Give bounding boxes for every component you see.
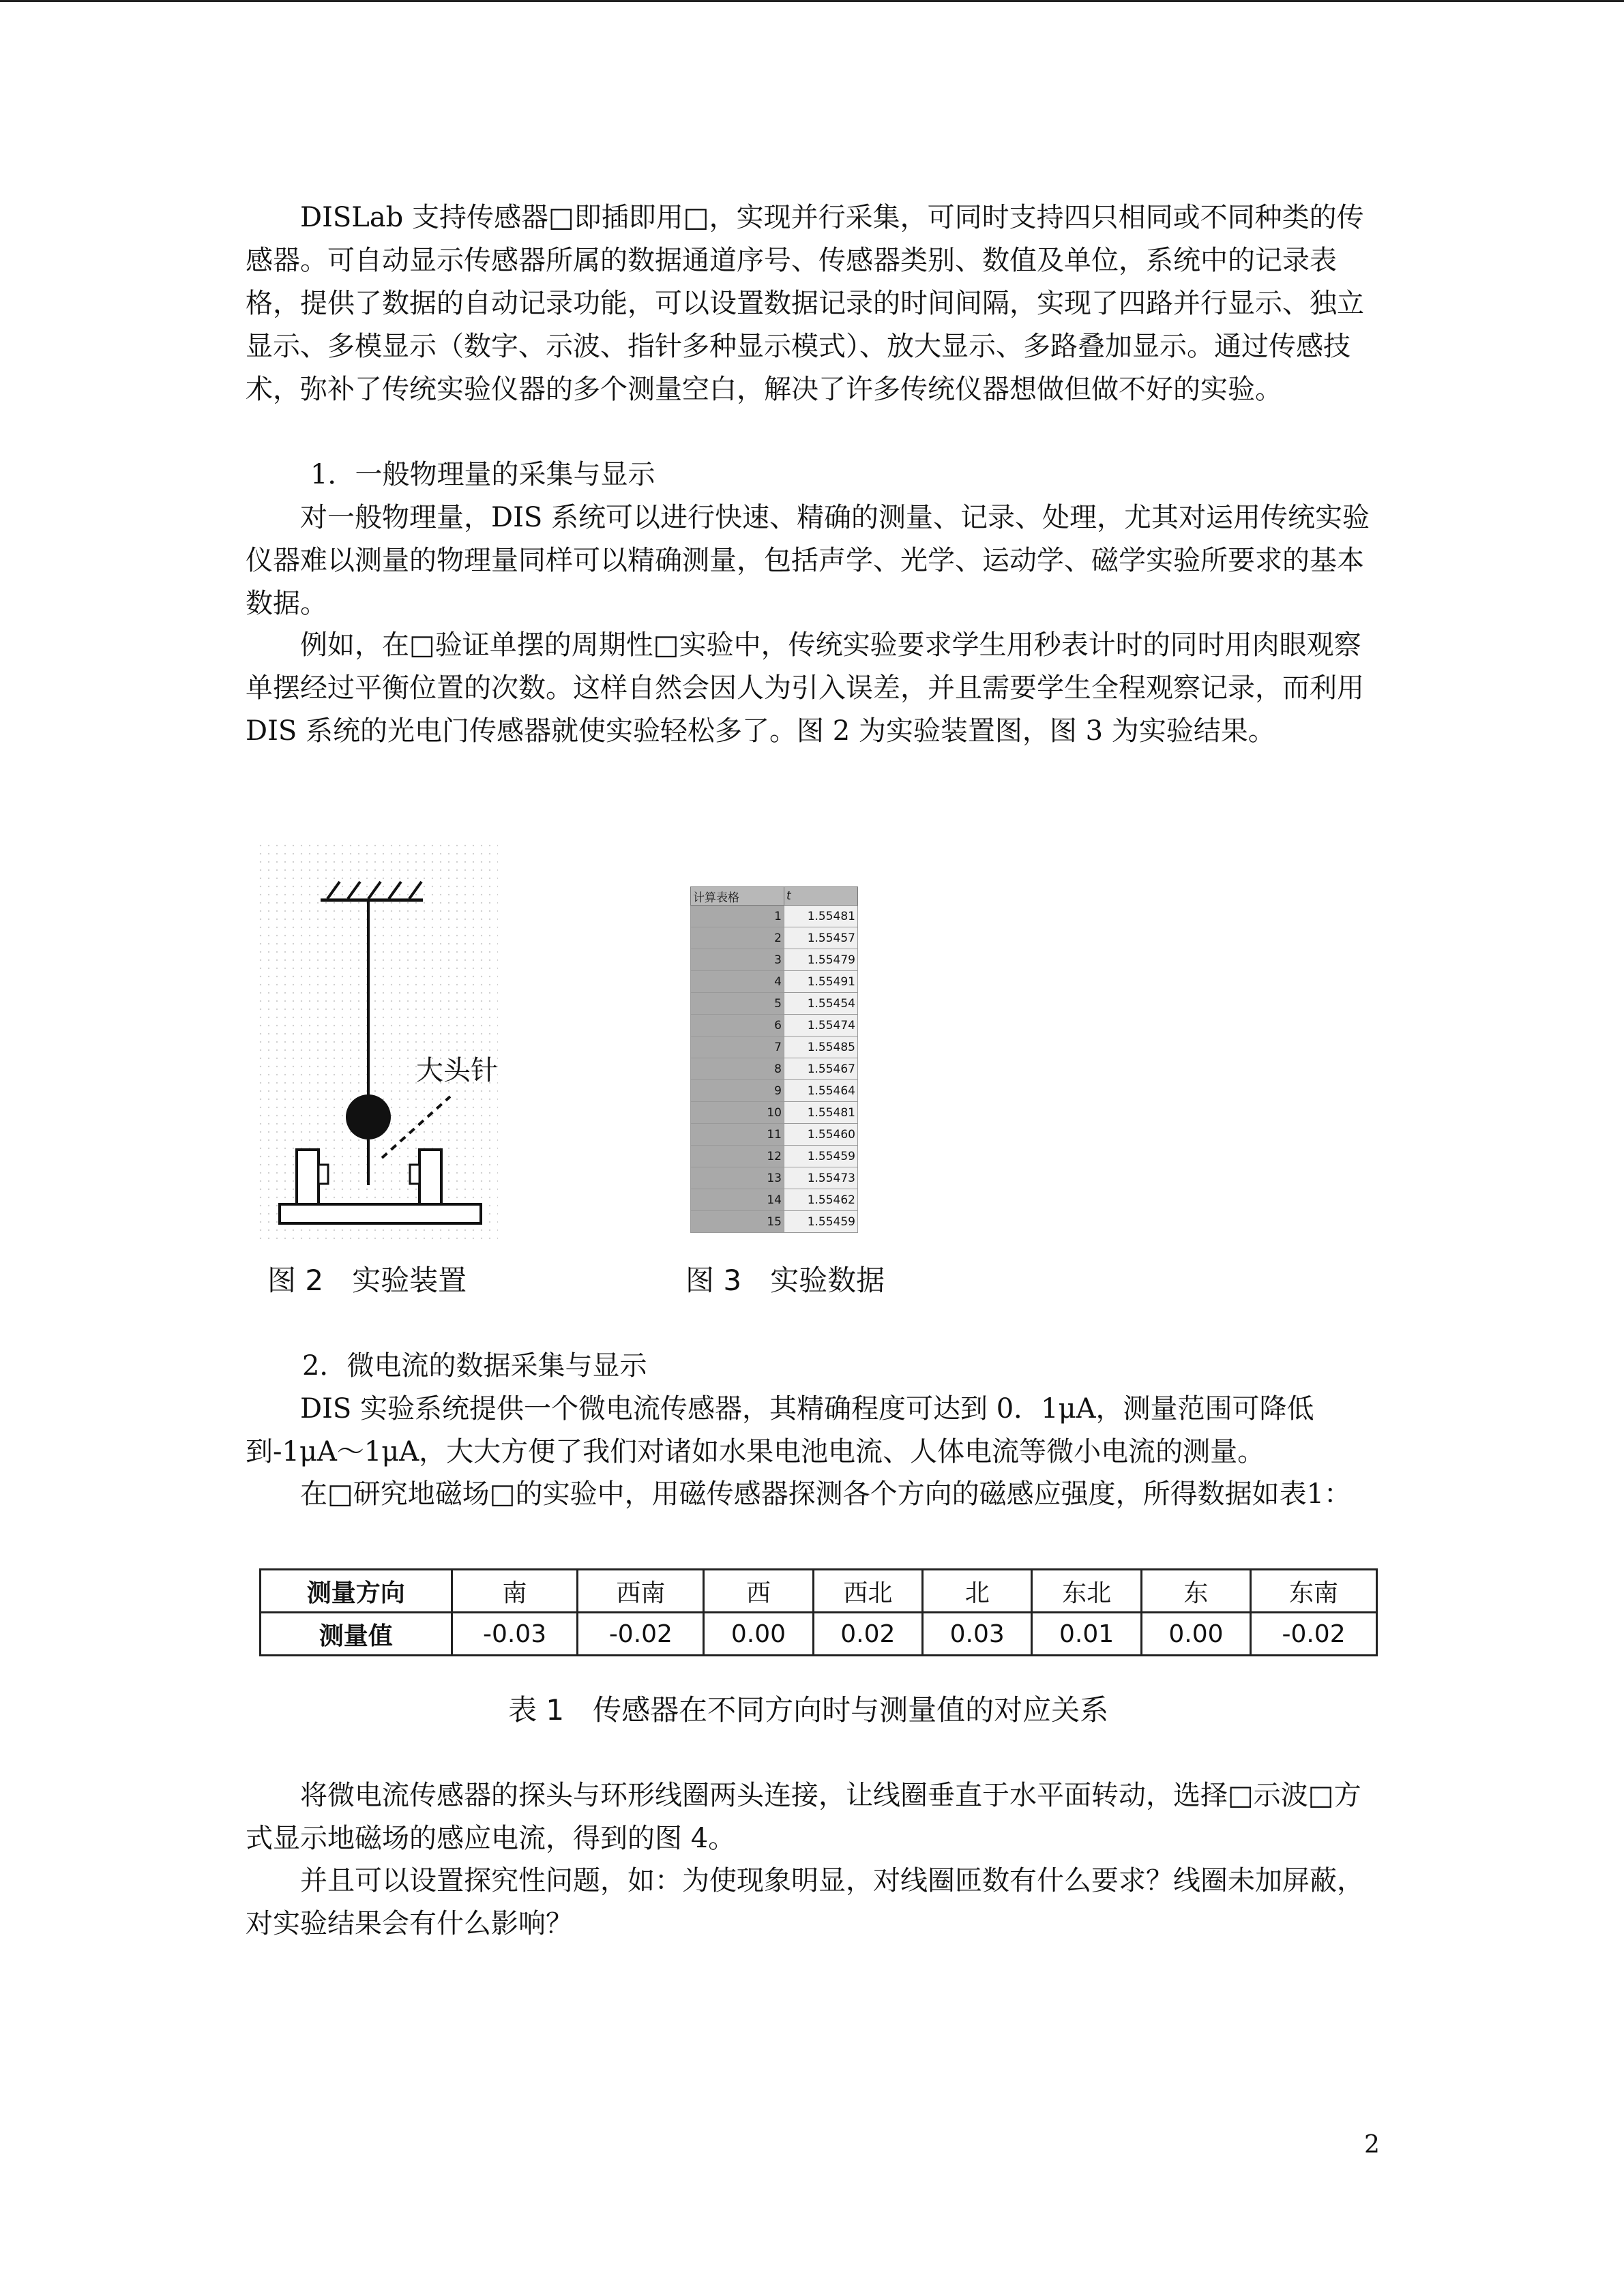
table-cell: -0.02 [578, 1613, 704, 1656]
row-index: 15 [691, 1211, 784, 1233]
page-number: 2 [1364, 2131, 1380, 2159]
row-value: 1.55473 [784, 1167, 858, 1189]
paragraph-coil-connection: 将微电流传感器的探头与环形线圈两头连接，让线圈垂直于水平面转动，选择□示波□方式显示地磁场的感应电流，得到的图 4。 [246, 1780, 1361, 1854]
table-cell: 0.03 [923, 1613, 1032, 1656]
row-index: 14 [691, 1189, 784, 1211]
table-row [691, 1167, 858, 1189]
table-row [691, 971, 858, 993]
row-index: 6 [691, 1015, 784, 1037]
row-value: 1.55459 [784, 1211, 858, 1233]
table-row [691, 1189, 858, 1211]
table-cell: 西北 [813, 1570, 922, 1613]
table-cell: 0.00 [1141, 1613, 1250, 1656]
table-cell: 北 [923, 1570, 1032, 1613]
table-row [691, 1146, 858, 1167]
row-index: 4 [691, 971, 784, 993]
row-value: 1.55481 [784, 1102, 858, 1124]
row-value: 1.55491 [784, 971, 858, 993]
row-value: 1.55464 [784, 1080, 858, 1102]
row-value: 1.55459 [784, 1146, 858, 1167]
table-1-caption: 表 1 传感器在不同方向时与测量值的对应关系 [508, 1693, 1109, 1727]
row-value: 1.55460 [784, 1124, 858, 1146]
paragraph-geomagnetic: 在□研究地磁场□的实验中，用磁传感器探测各个方向的磁感应强度，所得数据如表1： [300, 1478, 1352, 1510]
table-row [691, 906, 858, 927]
table-cell: 西 [704, 1570, 813, 1613]
row-index: 7 [691, 1037, 784, 1058]
table-cell: 东南 [1251, 1570, 1377, 1613]
paragraph-general-quantities: 对一般物理量，DIS 系统可以进行快速、精确的测量、记录、处理，尤其对运用传统实验仪器难以测量的物理量同样可以精确测量，包括声学、光学、运动学、磁学实验所要求的基本数据。 [246, 502, 1370, 619]
table-row [691, 1015, 858, 1037]
table-row-header: 测量方向 [261, 1570, 452, 1613]
table-cell: 东北 [1032, 1570, 1141, 1613]
paragraph-pendulum-example: 例如，在□验证单摆的周期性□实验中，传统实验要求学生用秒表计时的同时用肉眼观察单摆经过平衡位置的次数。这样自然会因人为引入误差，并且需要学生全程观察记录，而利用 DIS 系统的光电门传感器就使实验轻松多了。图 2 为实验装置图，图 3 为实验结果。 [246, 629, 1364, 747]
row-index: 9 [691, 1080, 784, 1102]
row-value: 1.55454 [784, 993, 858, 1015]
row-index: 10 [691, 1102, 784, 1124]
pendulum-diagram [259, 844, 498, 1241]
table-1-direction-values [259, 1568, 1378, 1656]
table-cell: 0.00 [704, 1613, 813, 1656]
row-value: 1.55457 [784, 927, 858, 949]
table-cell: 东 [1141, 1570, 1250, 1613]
table-cell: 0.01 [1032, 1613, 1141, 1656]
row-value: 1.55485 [784, 1037, 858, 1058]
row-value: 1.55481 [784, 906, 858, 927]
row-value: 1.55467 [784, 1058, 858, 1080]
table-row [691, 1102, 858, 1124]
table-row [691, 1058, 858, 1080]
figure-2-caption: 图 2 实验装置 [267, 1264, 467, 1297]
row-index: 5 [691, 993, 784, 1015]
row-index: 12 [691, 1146, 784, 1167]
table-row [691, 1124, 858, 1146]
table-cell: 南 [452, 1570, 578, 1613]
section-heading-2: 2．微电流的数据采集与显示 [302, 1350, 647, 1382]
table-header-left: 计算表格 [691, 887, 784, 906]
pin-label: 大头针 [416, 1055, 498, 1086]
row-index: 3 [691, 949, 784, 971]
table-cell: 西南 [578, 1570, 704, 1613]
intro-paragraph: DISLab 支持传感器□即插即用□，实现并行采集，可同时支持四只相同或不同种类的传感器。可自动显示传感器所属的数据通道序号、传感器类别、数值及单位，系统中的记录表格，提供了数据的自动记录功能，可以设置数据记录的时间间隔，实现了四路并行显示、独立显示、多模显示（数字、示波、指针多种显示模式）、放大显示、多路叠加显示。通过传感技术，弥补了传统实验仪器的多个测量空白，解决了许多传统仪器想做但做不好的实验。 [246, 202, 1364, 405]
table-row [691, 1211, 858, 1233]
row-index: 13 [691, 1167, 784, 1189]
figure-3-data-table [690, 886, 858, 1229]
table-row [691, 927, 858, 949]
section-heading-1: 1．一般物理量的采集与显示 [310, 459, 655, 490]
top-border [0, 0, 1624, 2]
table-header-right: t [784, 887, 858, 906]
table-cell: 0.02 [813, 1613, 922, 1656]
table-row [691, 993, 858, 1015]
figure-2-apparatus [259, 844, 498, 1241]
row-value: 1.55462 [784, 1189, 858, 1211]
row-index: 11 [691, 1124, 784, 1146]
row-index: 1 [691, 906, 784, 927]
table-cell: -0.02 [1251, 1613, 1377, 1656]
table-cell: -0.03 [452, 1613, 578, 1656]
row-index: 8 [691, 1058, 784, 1080]
row-value: 1.55479 [784, 949, 858, 971]
row-value: 1.55474 [784, 1015, 858, 1037]
table-row-values [261, 1613, 1377, 1656]
table-row-directions [261, 1570, 1377, 1613]
paragraph-inquiry-questions: 并且可以设置探究性问题，如：为使现象明显，对线圈匝数有什么要求？线圈未加屏蔽，对实验结果会有什么影响？ [246, 1865, 1364, 1939]
row-index: 2 [691, 927, 784, 949]
figure-3-caption: 图 3 实验数据 [685, 1264, 885, 1297]
table-row [691, 1080, 858, 1102]
table-row [691, 949, 858, 971]
paragraph-micro-current: DIS 实验系统提供一个微电流传感器，其精确程度可达到 0．1μA，测量范围可降低到-1μA～1μA，大大方便了我们对诸如水果电池电流、人体电流等微小电流的测量。 [246, 1393, 1314, 1467]
table-row-header: 测量值 [261, 1613, 452, 1656]
table-row [691, 1037, 858, 1058]
